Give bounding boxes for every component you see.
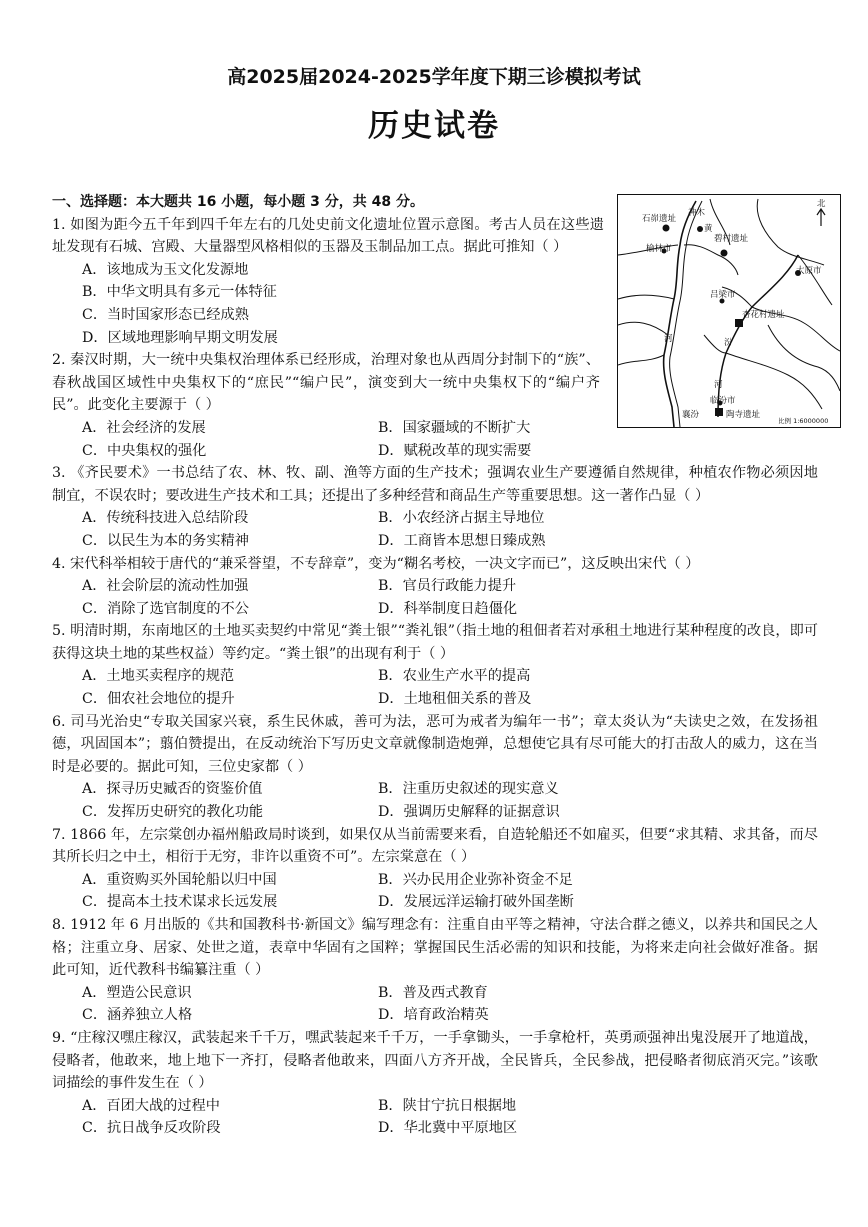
option-a[interactable]: A．探寻历史臧否的资鉴价值	[82, 781, 263, 798]
map-label-yulin: 榆林市	[646, 244, 672, 254]
map-label-shimao: 石峁遗址	[642, 214, 677, 224]
map-label-huang: 黄	[704, 224, 713, 234]
option-c[interactable]: C．佃农社会地位的提升	[82, 691, 235, 708]
options	[52, 507, 818, 552]
map-label-taiyuan: 太原市	[796, 266, 822, 276]
map-label-xinghuacun: 杏花村遗址	[742, 310, 785, 320]
option-d[interactable]: D．强调历史解释的证据意识	[378, 804, 560, 821]
option-d[interactable]: D．赋税改革的现实需要	[378, 442, 532, 459]
option-c[interactable]: C．提高本土技术谋求长远发展	[82, 894, 278, 911]
option-a[interactable]: A．塑造公民意识	[82, 984, 192, 1001]
option-a[interactable]: A．重资购买外国轮船以归中国	[82, 871, 277, 888]
option-d[interactable]: D．华北冀中平原地区	[378, 1120, 518, 1137]
option-d[interactable]: D．科举制度日趋僵化	[378, 600, 518, 617]
option-d[interactable]: D．土地租佃关系的普及	[378, 691, 532, 708]
option-a[interactable]: A．社会阶层的流动性加强	[82, 578, 249, 595]
question-stem: 4. 宋代科举相较于唐代的“兼采誉望，不专辞章”，变为“糊名考校，一决文字而已”，这反映出宋代（ ）	[52, 555, 700, 572]
option-a[interactable]: A．该地成为玉文化发源地	[82, 261, 249, 278]
question-5	[52, 620, 818, 710]
map-label-lvliang: 吕梁市	[710, 290, 736, 300]
options	[52, 869, 818, 914]
option-c[interactable]: C．中央集权的强化	[82, 442, 207, 459]
map-label-he1: 河	[664, 334, 673, 344]
option-c[interactable]: C．消除了选官制度的不公	[82, 600, 249, 617]
option-c[interactable]: C．发挥历史研究的教化功能	[82, 804, 264, 821]
options	[52, 259, 634, 349]
question-stem: 5. 明清时期，东南地区的土地买卖契约中常见“粪土银”“粪礼银”（指土地的租佃者若对承租土地进行某种程度的改良，即可获得这块土地的某些权益）等约定。“粪土银”的出现有利于（ ）	[52, 623, 818, 662]
option-a[interactable]: A．传统科技进入总结阶段	[82, 510, 249, 527]
option-b[interactable]: B．小农经济占据主导地位	[378, 510, 545, 527]
map-label-shenmu: 神木	[688, 208, 706, 218]
option-d[interactable]: D．发展远洋运输打破外国垄断	[378, 894, 574, 911]
north-arrow-icon	[817, 209, 825, 226]
question-4	[52, 553, 818, 621]
options	[52, 665, 818, 710]
option-b[interactable]: B．陕甘宁抗日根据地	[378, 1097, 517, 1114]
map-label-xiangfen: 襄汾	[682, 410, 700, 420]
question-9	[52, 1027, 818, 1140]
option-b[interactable]: B．普及西式教育	[378, 984, 488, 1001]
option-d[interactable]: D．培育政治精英	[378, 1007, 489, 1024]
option-b[interactable]: B．国家疆域的不断扩大	[378, 419, 531, 436]
option-b[interactable]: B．官员行政能力提升	[378, 578, 517, 595]
option-c[interactable]: C．抗日战争反攻阶段	[82, 1120, 221, 1137]
question-stem: 1. 如图为距今五千年到四千年左右的几处史前文化遗址位置示意图。考古人员在这些遗址发现有石城、宫殿、大量器型风格相似的玉器及玉制品加工点。据此可推知（ ）	[52, 216, 604, 256]
option-d[interactable]: D．工商皆本思想日臻成熟	[378, 532, 546, 549]
question-stem: 7. 1866 年，左宗棠创办福州船政局时谈到，如果仅从当前需要来看，自造轮船还不如雇买，但要“求其精、求其备，而尽其所长归之中土，相衍于无穷，非许以重资不可”。左宗棠意在（ ）	[52, 826, 818, 866]
map-label-taosi: 陶寺遗址	[726, 410, 761, 420]
map-label-fen: 汾	[724, 338, 733, 348]
option-b[interactable]: B．注重历史叙述的现实意义	[378, 781, 559, 798]
options	[52, 575, 818, 620]
map-label-he2: 河	[714, 380, 723, 390]
question-8	[52, 914, 818, 1027]
options	[52, 982, 818, 1027]
map-label-bicun: 碧村遗址	[714, 234, 749, 244]
question-stem: 9. “庄稼汉嘿庄稼汉，武装起来千千万，嘿武装起来千千万，一手拿锄头，一手拿枪杆，英勇顽强神出鬼没展开了地道战，侵略者，他敢来，地上地下一齐打，侵略者他敢来，四面八方齐开战，全民皆兵，全民参战，把侵略者彻底消灭完。”该歌词描绘的事件发生在（ ）	[52, 1029, 818, 1092]
option-a[interactable]: A．社会经济的发展	[82, 419, 206, 436]
option-b[interactable]: B．中华文明具有多元一体特征	[82, 284, 277, 301]
map-scale: 比例 1:6000000	[778, 417, 829, 425]
map-north-label: 北	[817, 199, 826, 209]
option-c[interactable]: C．以民生为本的务实精神	[82, 532, 249, 549]
options	[52, 1095, 818, 1140]
question-section	[52, 191, 818, 1140]
options	[52, 417, 818, 462]
option-a[interactable]: A．土地买卖程序的规范	[82, 668, 235, 685]
option-d[interactable]: D．区域地理影响早期文明发展	[82, 329, 278, 346]
exam-title: 高2025届2024-2025学年度下期三诊模拟考试	[227, 66, 641, 88]
option-a[interactable]: A．百团大战的过程中	[82, 1097, 220, 1114]
question-stem: 8. 1912 年 6 月出版的《共和国教科书·新国文》编写理念有：注重自由平等之精神，守法合群之德义，以养共和国民之人格；注重立身、居家、处世之道，表章中华固有之国粹；掌握国民生活必需的知识和技能，为将来走向社会做好准备。据此可知，近代教科书编纂注重（ ）	[52, 917, 818, 979]
question-3	[52, 462, 818, 552]
option-c[interactable]: C．涵养独立人格	[82, 1007, 193, 1024]
map-label-linfen: 临汾市	[710, 396, 736, 406]
options	[52, 778, 818, 823]
question-6	[52, 711, 818, 824]
option-b[interactable]: B．农业生产水平的提高	[378, 668, 531, 685]
question-1	[52, 214, 818, 350]
question-stem: 6. 司马光治史“专取关国家兴衰，系生民休戚，善可为法，恶可为戒者为编年一书”；章太炎认为“夫读史之效，在发扬祖德，巩固国本”；翦伯赞提出，在反动统治下写历史文章就像制造炮弹，总想使它具有尽可能大的打击敌人的威力，这在当时是必要的。据此可知，三位史家都（ ）	[52, 713, 818, 775]
section-heading: 一、选择题：本大题共 16 小题，每小题 3 分，共 48 分。	[52, 194, 424, 210]
subject-title: 历史试卷	[368, 108, 500, 144]
question-7	[52, 824, 818, 914]
question-2	[52, 349, 818, 462]
option-b[interactable]: B．兴办民用企业弥补资金不足	[378, 871, 573, 888]
question-stem: 3. 《齐民要术》一书总结了农、林、牧、副、渔等方面的生产技术；强调农业生产要遵循自然规律，种植农作物必须因地制宜，不误农时；要改进生产技术和工具；还提出了多种经营和商品生产等重要思想。这一著作凸显（ ）	[52, 465, 818, 504]
question-stem: 2. 秦汉时期，大一统中央集权治理体系已经形成，治理对象也从西周分封制下的“族”、春秋战国区域性中央集权下的“庶民”“编户民”，演变到大一统中央集权下的“编户齐民”。此变化主要源于（ ）	[52, 352, 600, 414]
option-c[interactable]: C．当时国家形态已经成熟	[82, 306, 249, 323]
